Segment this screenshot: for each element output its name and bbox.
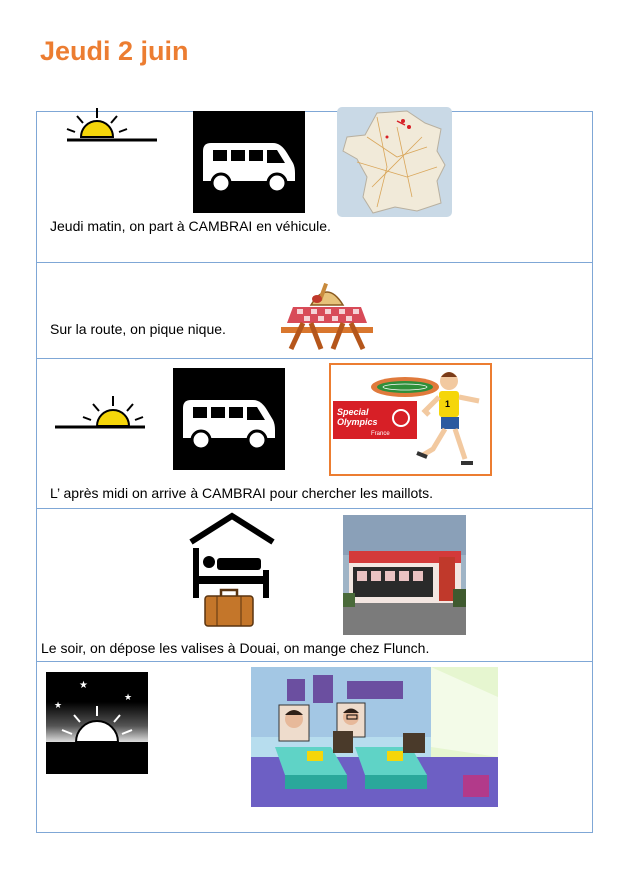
- table-row: [37, 263, 592, 359]
- svg-text:★: ★: [79, 680, 88, 691]
- france-map-image: [337, 107, 452, 217]
- hotel-luggage-icon: [187, 512, 277, 628]
- table-row: [37, 509, 592, 662]
- table-row: [37, 359, 592, 509]
- table-row: [37, 662, 592, 832]
- row-caption: Le soir, on dépose les valises à Douai, on mange chez Flunch.: [41, 640, 430, 656]
- special-olympics-image: [329, 363, 492, 476]
- logo-text: France: [371, 431, 390, 437]
- flunch-restaurant-photo: [343, 515, 466, 635]
- van-icon: [173, 368, 285, 470]
- logo-text: Olympics: [337, 417, 378, 427]
- svg-text:★: ★: [54, 701, 63, 711]
- row-caption: Jeudi matin, on part à CAMBRAI en véhicule.: [50, 218, 331, 234]
- schedule-table: [36, 111, 593, 833]
- hotel-room-image: [251, 667, 498, 807]
- sunset-icon: [53, 395, 147, 435]
- svg-text:★: ★: [124, 693, 133, 703]
- sunrise-icon: [65, 106, 159, 146]
- night-icon: [46, 672, 148, 774]
- row-caption: L’ après midi on arrive à CAMBRAI pour chercher les maillots.: [50, 485, 434, 501]
- bib-number: 1: [445, 399, 451, 409]
- row-caption: Sur la route, on pique nique.: [50, 321, 226, 337]
- picnic-table-icon: [277, 275, 377, 351]
- page-title: Jeudi 2 juin: [40, 36, 189, 66]
- logo-text: Special: [337, 407, 369, 417]
- van-icon: [193, 111, 305, 213]
- table-row: [37, 112, 592, 263]
